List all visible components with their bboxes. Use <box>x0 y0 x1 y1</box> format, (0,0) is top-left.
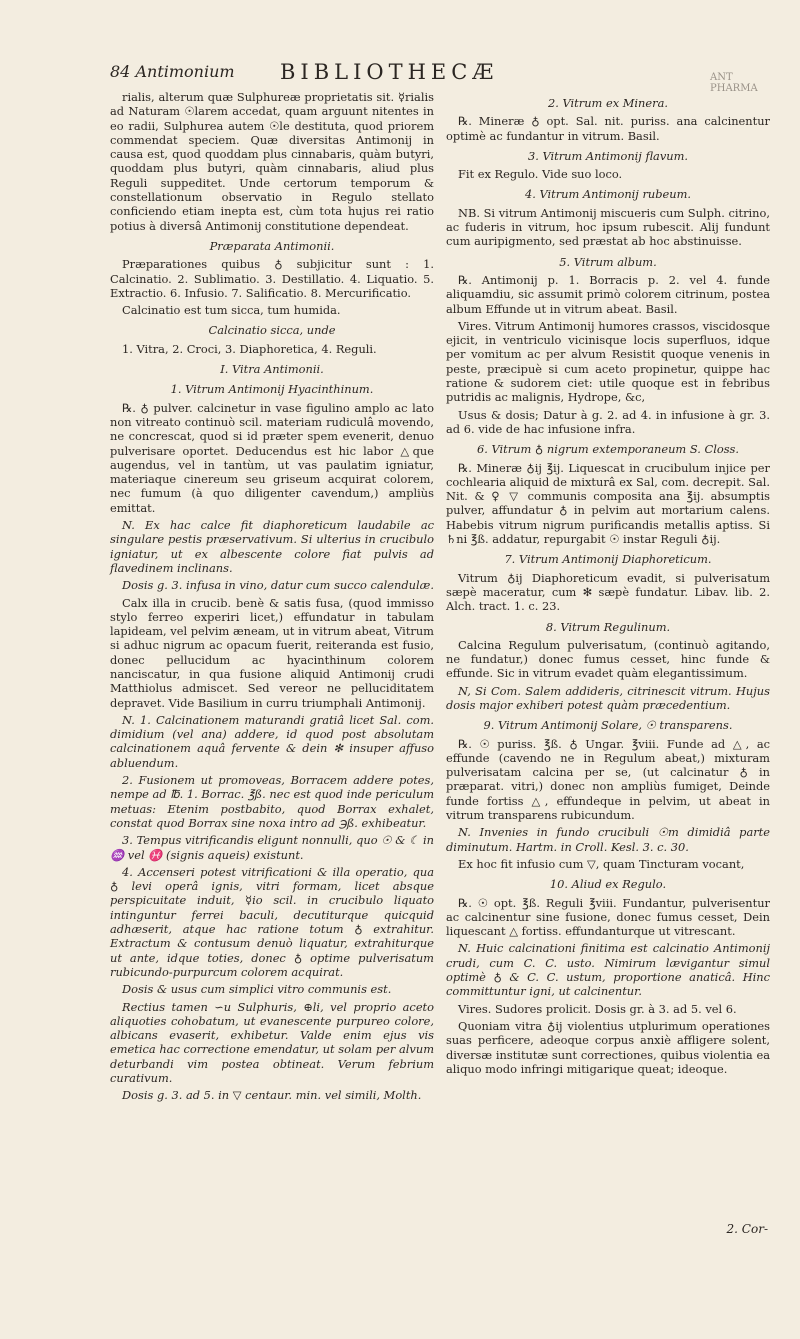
paragraph: Præparationes quibus ♁ subjicitur sunt : 1. Calcinatio. 2. Sublimatio. 3. Destillatio. 4. Liquatio. 5. Extractio. 6. Infusio. 7. Salificatio. 8. Mercurificatio. <box>110 257 434 300</box>
page-number: 84 Antimonium <box>110 62 235 81</box>
paragraph: Vitrum ♁ij Diaphoreticum evadit, si pulverisatum sæpè maceratur, cum ✻ sæpè fundatur. Libav. lib. 2. Alch. tract. 1. c. 23. <box>446 570 770 614</box>
paragraph: 4. Accenseri potest vitrificationi & illa operatio, qua ♁ levi operâ ignis, vitri formam, licet absque perspicuitate induit, ☿io scil. in crucibulo liquato intinguntur ferrei baculi, decutiturque quicquid adhæserit, atque hac ratione totum ♁ extrahitur. Extractum & contusum denuò liquatur, extrahiturque ut ante, idque toties, donec ♁ optime pulverisatum rubicundo-purpurcum colorem acquirat. <box>110 864 434 979</box>
paragraph: ℞. Mineræ ♁ opt. Sal. nit. puriss. ana calcinentur optimè ac fundantur in vitrum. Basil. <box>446 114 770 143</box>
section-heading: 6. Vitrum ♁ nigrum extemporaneum S. Closs. <box>476 442 740 457</box>
paragraph: Vires. Sudores prolicit. Dosis gr. à 3. ad 5. vel 6. <box>458 1001 737 1016</box>
paragraph: Quoniam vitra ♁ij violentius utplurimum operationes suas perficere, adeoque corpus anxiè affligere solent, diversæ institutæ sunt correctiones, quibus violentia ea aliquo modo infringi mitigarique queat; ideoque. <box>446 1018 770 1076</box>
page-title: BIBLIOTHECÆ <box>280 60 499 84</box>
paragraph: ℞. Antimonij p. 1. Borracis p. 2. vel 4. funde aliquamdiu, sic assumit primò colorem citrinum, postea album Effunde ut in vitrum abeat. Basil. <box>446 272 770 316</box>
paragraph: 1. Vitra, 2. Croci, 3. Diaphoretica, 4. Reguli. <box>122 341 377 356</box>
right-column <box>446 90 770 1079</box>
paragraph: Fit ex Regulo. Vide suo loco. <box>458 167 623 182</box>
paragraph: N. Invenies in fundo crucibuli ☉m dimidiâ parte diminutum. Hartm. in Croll. Kesl. 3. c. 30. <box>446 825 770 854</box>
section-heading: 9. Vitrum Antimonij Solare, ☉ transparens. <box>483 718 733 733</box>
paragraph: Dosis g. 3. infusa in vino, datur cum succo calendulæ. <box>122 578 434 593</box>
paragraph: N. Huic calcinationi finitima est calcinatio Antimonij crudi, cum C. C. usto. Nimirum lævigantur simul optimè ♁ & C. C. ustum, proportione anaticâ. Hinc committuntur igni, ut calcinentur. <box>446 941 770 999</box>
bleed-through-mark: ANT PHARMA <box>710 72 758 94</box>
paragraph: Dosis g. 3. ad 5. in ▽ centaur. min. vel simili, Molth. <box>122 1088 422 1103</box>
section-heading: Calcinatio sicca, unde <box>208 323 336 338</box>
section-heading: 3. Vitrum Antimonij flavum. <box>527 148 689 163</box>
paragraph: Vires. Vitrum Antimonij humores crassos, viscidosque ejicit, in ventriculo vicinisque locis superfluos, idque per vomitum ac per alvum Resistit quoque venenis in peste, præcipuè si cum aceto propinetur, quippe hac ratione & sudorem ciet: utile quoque est in febribus putridis ac malignis, Hydrope, &c, <box>446 318 770 405</box>
paragraph: ℞. ♁ pulver. calcinetur in vase figulino amplo ac lato non vitreato continuò scil. materiam rudiculâ movendo, ne concrescat, quod si id præter spem evenerit, denuo pulverisare oportet. Deducendus est hic labor △que augendus, vel in tantùm, ut vas paulatim igniatur, materiaque cinereum seu griseum acquirat colorem, nec fumum (à quo diligenter cavendum,) ampliùs emittat. <box>110 400 434 515</box>
paragraph: Calx illa in crucib. benè & satis fusa, (quod immisso stylo ferreo experiri licet,) effundatur in tabulam lapideam, vel pelvim æneam, ut in vitrum abeat, Vitrum si adhuc nigrum ac opacum fuerit, reiteranda est fusio, donec pellucidum ac hyacinthinum colorem nanciscatur, in qua fusione aliquid Antimonij crudi Matthiolus admiscet. Sed vereor ne pelluciditatem depravet. Vide Basilium in curru triumphali Antimonij. <box>110 595 434 710</box>
section-heading: 7. Vitrum Antimonij Diaphoreticum. <box>504 552 712 567</box>
section-heading: Præparata Antimonii. <box>209 238 335 253</box>
paragraph: ℞. ☉ puriss. ℥ß. ♁ Ungar. ℥viii. Funde ad △, ac effunde (cavendo ne in Regulum abeat,) mixturam pulverisatam calcina per se, (ut calcinatur ♁ in præparat. vitri,) donec non ampliùs fumiget, Deinde funde fortiss △, effundeque in pelvim, ut abeat in vitrum transparens rubicundum. <box>446 736 770 823</box>
paragraph: N. 1. Calcinationem maturandi gratiâ licet Sal. com. dimidium (vel ana) addere, id quod post absolutam calcinationem aquâ fervente & dein ✻ insuper affuso abluendum. <box>110 712 434 770</box>
paragraph: ℞. Mineræ ♁ij ℥ij. Liquescat in crucibulum injice per cochlearia aliquid de mixturâ ex Sal, com. decrepit. Sal. Nit. & ♀ ▽ communis composita ana ℥ij. absumptis pulver, affundatur ♁ in pelvim aut mortarium calens. Habebis vitrum nigrum purificandis metallis aptiss. Si ♄ni ℥ß. addatur, repurgabit ☉ instar Reguli ♁ij. <box>446 460 770 547</box>
paragraph: Usus & dosis; Datur à g. 2. ad 4. in infusione à gr. 3. ad 6. vide de hac infusione infra. <box>446 407 770 436</box>
paragraph: Dosis & usus cum simplici vitro communis est. <box>122 982 392 997</box>
paragraph: Rectius tamen ∽u Sulphuris, ⊕li, vel proprio aceto aliquoties cohobatum, ut evanescente purpureo colore, albicans evaserit, exhibetur. Valde enim ejus vis emetica hac correctione emendatur, ut solam per alvum deturbandi vim postea obtineat. Verum febrium curativum. <box>110 999 434 1085</box>
section-heading: 10. Aliud ex Regulo. <box>549 877 667 892</box>
paragraph: N. Ex hac calce fit diaphoreticum laudabile ac singulare pestis præservativum. Si ulterius in crucibulo igniatur, ut ex albescente colore fiat pulvis ad flavedinem inclinans. <box>110 518 434 575</box>
paragraph: 2. Fusionem ut promoveas, Borracem addere potes, nempe ad ℔. 1. Borrac. ℥ß. nec est quod inde periculum metuas: Etenim postbabito, quod Borrax exhalet, constat quod Borrax sine noxa intro ad ℈ß. exhibeatur. <box>110 773 434 830</box>
section-heading: 8. Vitrum Regulinum. <box>545 619 671 634</box>
paragraph: ℞. ☉ opt. ℥ß. Reguli ℥viii. Fundantur, pulverisentur ac calcinentur sine fusione, donec fumus cesset, Dein liquescant △ fortiss. effundanturque ut vitrescant. <box>446 895 770 939</box>
catchword: 2. Cor- <box>726 1222 768 1236</box>
section-heading: 5. Vitrum album. <box>559 254 657 269</box>
paragraph: Ex hoc fit infusio cum ▽, quam Tincturam vocant, <box>458 856 745 871</box>
section-heading: 1. Vitrum Antimonij Hyacinthinum. <box>170 382 374 397</box>
paragraph: N, Si Com. Salem addideris, citrinescit vitrum. Hujus dosis major exhiberi potest quàm præcedentium. <box>446 683 770 712</box>
section-heading: 4. Vitrum Antimonij rubeum. <box>524 187 692 202</box>
page-header <box>110 60 758 94</box>
section-heading: I. Vitra Antimonii. <box>220 362 324 377</box>
paragraph: 3. Tempus vitrificandis eligunt nonnulli, quo ☉ & ☾ in ♒ vel ♓ (signis aqueis) existunt. <box>110 833 434 862</box>
running-head: Antimonium <box>135 62 235 81</box>
left-column <box>110 90 434 1106</box>
paragraph: Calcinatio est tum sicca, tum humida. <box>122 303 341 318</box>
section-heading: 2. Vitrum ex Minera. <box>548 96 668 110</box>
paragraph: NB. Si vitrum Antimonij miscueris cum Sulph. citrino, ac fuderis in vitrum, hoc ipsum rubescit. Alij fundunt cum auripigmento, sed præstat ab hoc abstinuisse. <box>446 205 770 249</box>
paragraph: rialis, alterum quæ Sulphureæ proprietatis sit. ☿rialis ad Naturam ☉larem accedat, quam arguunt nitentes in eo radii, Sulphurea autem ☉le destituta, quod priorem commendat speciem. Quæ diversitas Antimonij in causa est, quod quoddam plus cinnabaris, quàm butyri, quoddam plus butyri, quàm cinnabaris, aliud plus Reguli suppeditet. Unde certorum temporum & constellationum observatio in Regulo stellato conficiendo etiam inepta est, cùm tota hujus rei ratio potius à diversâ Antimonij constitutione dependeat. <box>110 90 434 233</box>
paragraph: Calcina Regulum pulverisatum, (continuò agitando, ne fundatur,) donec fumus cesset, hinc funde & effunde. Sic in vitrum evadet quàm elegantissimum. <box>446 637 770 681</box>
